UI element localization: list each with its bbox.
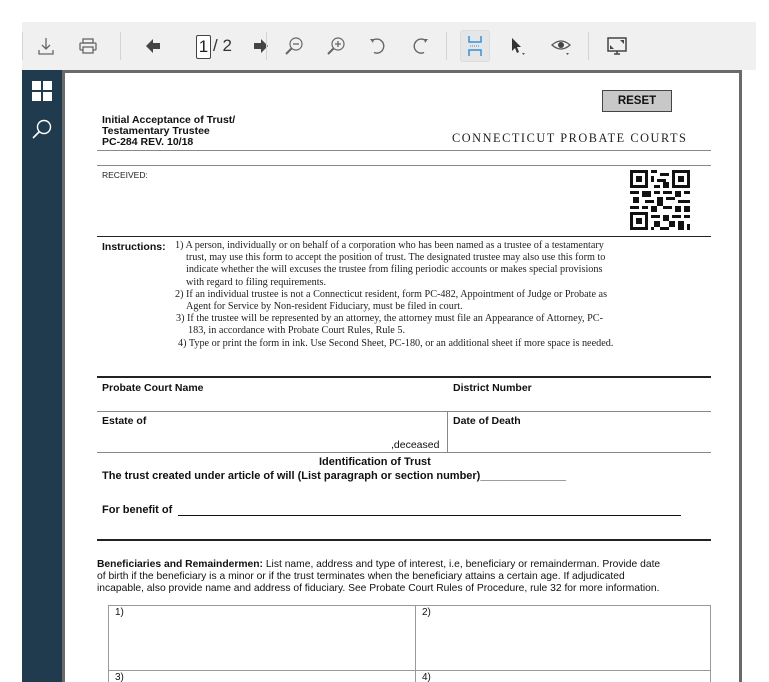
instruction-line: 3) If the trustee will be represented by an attorney, the attorney must file an Appearance of Attorney, PC- <box>176 313 603 325</box>
divider <box>97 411 711 412</box>
district-number-label: District Number <box>453 382 532 394</box>
instructions-label: Instructions: <box>102 241 166 253</box>
box-number: 1) <box>115 607 124 618</box>
view-options-button[interactable] <box>546 30 576 62</box>
fit-page-button[interactable] <box>460 30 490 62</box>
date-of-death-label: Date of Death <box>453 415 521 427</box>
divider <box>97 452 711 453</box>
for-benefit-label: For benefit of <box>102 504 173 516</box>
cursor-icon <box>508 36 528 56</box>
instruction-line: 2) If an individual trustee is not a Connecticut resident, form PC-482, Appointment of Judge or Probate as <box>175 288 608 300</box>
box-number: 3) <box>115 672 124 682</box>
page-total: / 2 <box>213 36 232 55</box>
probate-court-name-label: Probate Court Name <box>102 382 204 394</box>
toolbar-divider <box>120 32 121 60</box>
monitor-icon <box>606 36 628 56</box>
sidebar <box>22 70 62 682</box>
toolbar-divider <box>266 32 267 60</box>
eye-icon <box>550 36 572 56</box>
arrow-left-icon <box>145 38 161 54</box>
rotate-left-icon <box>368 36 388 56</box>
instruction-line: 183, in accordance with Probate Court Rules, Rule 5. <box>188 325 406 337</box>
district-number-field[interactable] <box>453 395 703 409</box>
present-button[interactable] <box>602 30 632 62</box>
document-viewer[interactable] <box>62 70 742 682</box>
instruction-line: indicate whether the will excuses the trustee from filing periodic accounts or makes special provisions <box>186 264 603 276</box>
toolbar-divider <box>22 32 23 60</box>
fit-height-icon <box>467 35 483 57</box>
print-icon <box>78 37 98 55</box>
beneficiaries-instructions <box>97 559 717 595</box>
page-number-input[interactable]: 1 <box>196 35 211 59</box>
rotate-clockwise-button[interactable] <box>406 30 434 62</box>
instruction-line: trust, may use this form to accept the position of trust. The designated trustee may also use this form to <box>186 252 606 264</box>
qr-code <box>630 170 690 230</box>
date-of-death-field[interactable] <box>453 429 703 447</box>
beneficiary-box-1[interactable] <box>108 605 416 671</box>
select-tool-button[interactable] <box>504 30 532 62</box>
next-page-button[interactable] <box>248 30 274 62</box>
previous-page-button[interactable] <box>140 30 166 62</box>
identification-heading: Identification of Trust <box>319 456 431 468</box>
beneficiaries-text: incapable, also provide name and address of fiduciary. See Probate Court Rules of Procedure, rule 32 for more information. <box>97 583 660 594</box>
zoom-in-button[interactable] <box>322 30 350 62</box>
estate-of-field[interactable] <box>102 429 402 443</box>
box-number: 4) <box>422 672 431 682</box>
instruction-line: 1) A person, individually or on behalf of a corporation who has been named as a trustee of a testamentary <box>175 240 604 251</box>
beneficiary-box-4[interactable] <box>415 670 711 682</box>
instruction-line: 4) Type or print the form in ink. Use Second Sheet, PC-180, or an additional sheet if more space is needed. <box>178 337 614 349</box>
form-number: PC-284 REV. 10/18 <box>102 136 194 148</box>
court-header: CONNECTICUT PROBATE COURTS <box>452 131 688 145</box>
zoom-out-icon <box>284 36 304 56</box>
received-label: RECEIVED: <box>102 170 148 180</box>
beneficiaries-heading: Beneficiaries and Remaindermen: <box>97 559 263 570</box>
rotate-counterclockwise-button[interactable] <box>364 30 392 62</box>
divider <box>97 539 711 541</box>
instruction-line: Agent for Service by Non-resident Fiduciary, must be filed in court. <box>186 301 463 313</box>
download-button[interactable] <box>32 30 60 62</box>
zoom-in-icon <box>326 36 346 56</box>
beneficiary-box-2[interactable] <box>415 605 711 671</box>
document-page <box>65 73 739 682</box>
instructions-list <box>175 240 715 350</box>
trust-created-label: The trust created under article of will (List paragraph or section number)______________ <box>102 470 566 482</box>
deceased-label: ,deceased <box>391 439 440 451</box>
beneficiaries-text: List name, address and type of interest, i.e, beneficiary or remainderman. Provide date <box>262 559 661 570</box>
divider <box>97 165 711 166</box>
divider <box>97 150 711 151</box>
probate-court-name-field[interactable] <box>102 395 442 409</box>
search-button[interactable] <box>31 118 53 140</box>
grid-icon <box>31 80 53 102</box>
zoom-out-button[interactable] <box>280 30 308 62</box>
form-title-line2: Testamentary Trustee <box>102 125 210 137</box>
toolbar-divider <box>588 32 589 60</box>
divider <box>447 411 448 452</box>
print-button[interactable] <box>74 30 102 62</box>
reset-button[interactable]: RESET <box>602 90 672 112</box>
beneficiaries-text: of birth if the beneficiary is a minor or if the trust terminates when the beneficiary attains a certain age. If adjudicated <box>97 571 625 582</box>
beneficiary-box-3[interactable] <box>108 670 416 682</box>
divider <box>97 376 711 378</box>
toolbar <box>22 22 756 70</box>
for-benefit-field[interactable] <box>178 515 681 516</box>
estate-of-label: Estate of <box>102 415 147 427</box>
toolbar-divider <box>446 32 447 60</box>
thumbnails-button[interactable] <box>31 80 53 102</box>
divider <box>97 236 711 237</box>
box-number: 2) <box>422 607 431 618</box>
search-icon <box>31 118 53 140</box>
form-title-line1: Initial Acceptance of Trust/ <box>102 114 236 126</box>
qr-code-icon <box>630 170 690 230</box>
download-icon <box>37 36 55 56</box>
instruction-line: with regard to filing requirements. <box>186 276 327 288</box>
rotate-right-icon <box>410 36 430 56</box>
